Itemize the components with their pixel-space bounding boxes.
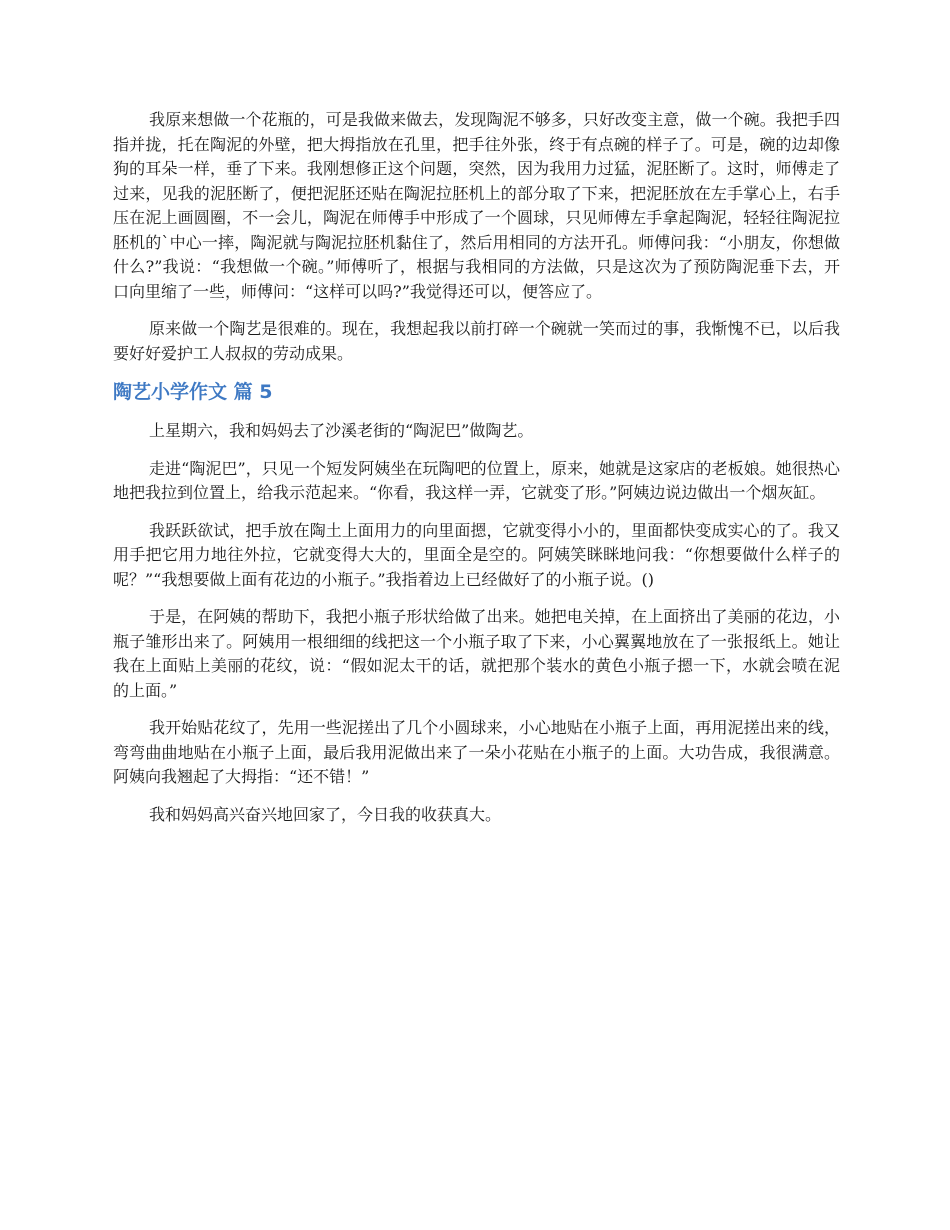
paragraph: 上星期六，我和妈妈去了沙溪老街的“陶泥巴”做陶艺。 — [149, 421, 534, 440]
paragraph: 我和妈妈高兴奋兴地回家了，今日我的收获真大。 — [149, 804, 502, 824]
paragraph: 我跃跃欲试，把手放在陶土上面用力的向里面摁，它就变得小小的，里面都快变成实心的了。我又用手把它用力地往外拉，它就变得大大的，里面全是空的。阿姨笑眯眯地问我：“你想要做什么样子的呢？”“我想要做上面有花边的小瓶子。”我指着边上已经做好了的小瓶子说。() — [113, 520, 840, 589]
paragraph: 走进“陶泥巴”，只见一个短发阿姨坐在玩陶吧的位置上，原来，她就是这家店的老板娘。她很热心地把我拉到位置上，给我示范起来。“你看，我这样一弄，它就变了形。”阿姨边说边做出一个烟灰缸。 — [113, 458, 840, 502]
paragraph: 我原来想做一个花瓶的，可是我做来做去，发现陶泥不够多，只好改变主意，做一个碗。我把手四指并拢，托在陶泥的外壁，把大拇指放在孔里，把手往外张，终于有点碗的样子了。可是，碗的边却像狗的耳朵一样，垂了下来。我刚想修正这个问题，突然，因为我用力过猛，泥胚断了。这时，师傅走了过来，见我的泥胚断了，便把泥胚还贴在陶泥拉胚机上的部分取了下来，把泥胚放在左手掌心上，右手压在泥上画圆圈，不一会儿，陶泥在师傅手中形成了一个圆球，只见师傅左手拿起陶泥，轻轻往陶泥拉胚机的`中心一摔，陶泥就与陶泥拉胚机黏住了，然后用相同的方法开孔。师傅问我：“小朋友，你想做什么?”我说：“我想做一个碗。”师傅听了，根据与我相同的方法做，只是这次为了预防陶泥垂下去，开口向里缩了一些，师傅问：“这样可以吗?”我觉得还可以，便答应了。 — [113, 110, 840, 301]
section-heading: 陶艺小学作文 篇 5 — [113, 381, 273, 403]
paragraph: 于是，在阿姨的帮助下，我把小瓶子形状给做了出来。她把电关掉，在上面挤出了美丽的花边，小瓶子雏形出来了。阿姨用一根细细的线把这一个小瓶子取了下来，小心翼翼地放在了一张报纸上。她让我在上面贴上美丽的花纹，说：“假如泥太干的话，就把那个装水的黄色小瓶子摁一下，水就会喷在泥的上面。” — [113, 607, 840, 700]
document-page — [113, 108, 840, 840]
paragraph: 原来做一个陶艺是很难的。现在，我想起我以前打碎一个碗就一笑而过的事，我惭愧不已，以后我要好好爱护工人叔叔的劳动成果。 — [113, 319, 840, 363]
paragraph: 我开始贴花纹了，先用一些泥搓出了几个小圆球来，小心地贴在小瓶子上面，再用泥搓出来的线，弯弯曲曲地贴在小瓶子上面，最后我用泥做出来了一朵小花贴在小瓶子的上面。大功告成，我很满意。阿姨向我翘起了大拇指：“还不错！” — [113, 718, 840, 786]
